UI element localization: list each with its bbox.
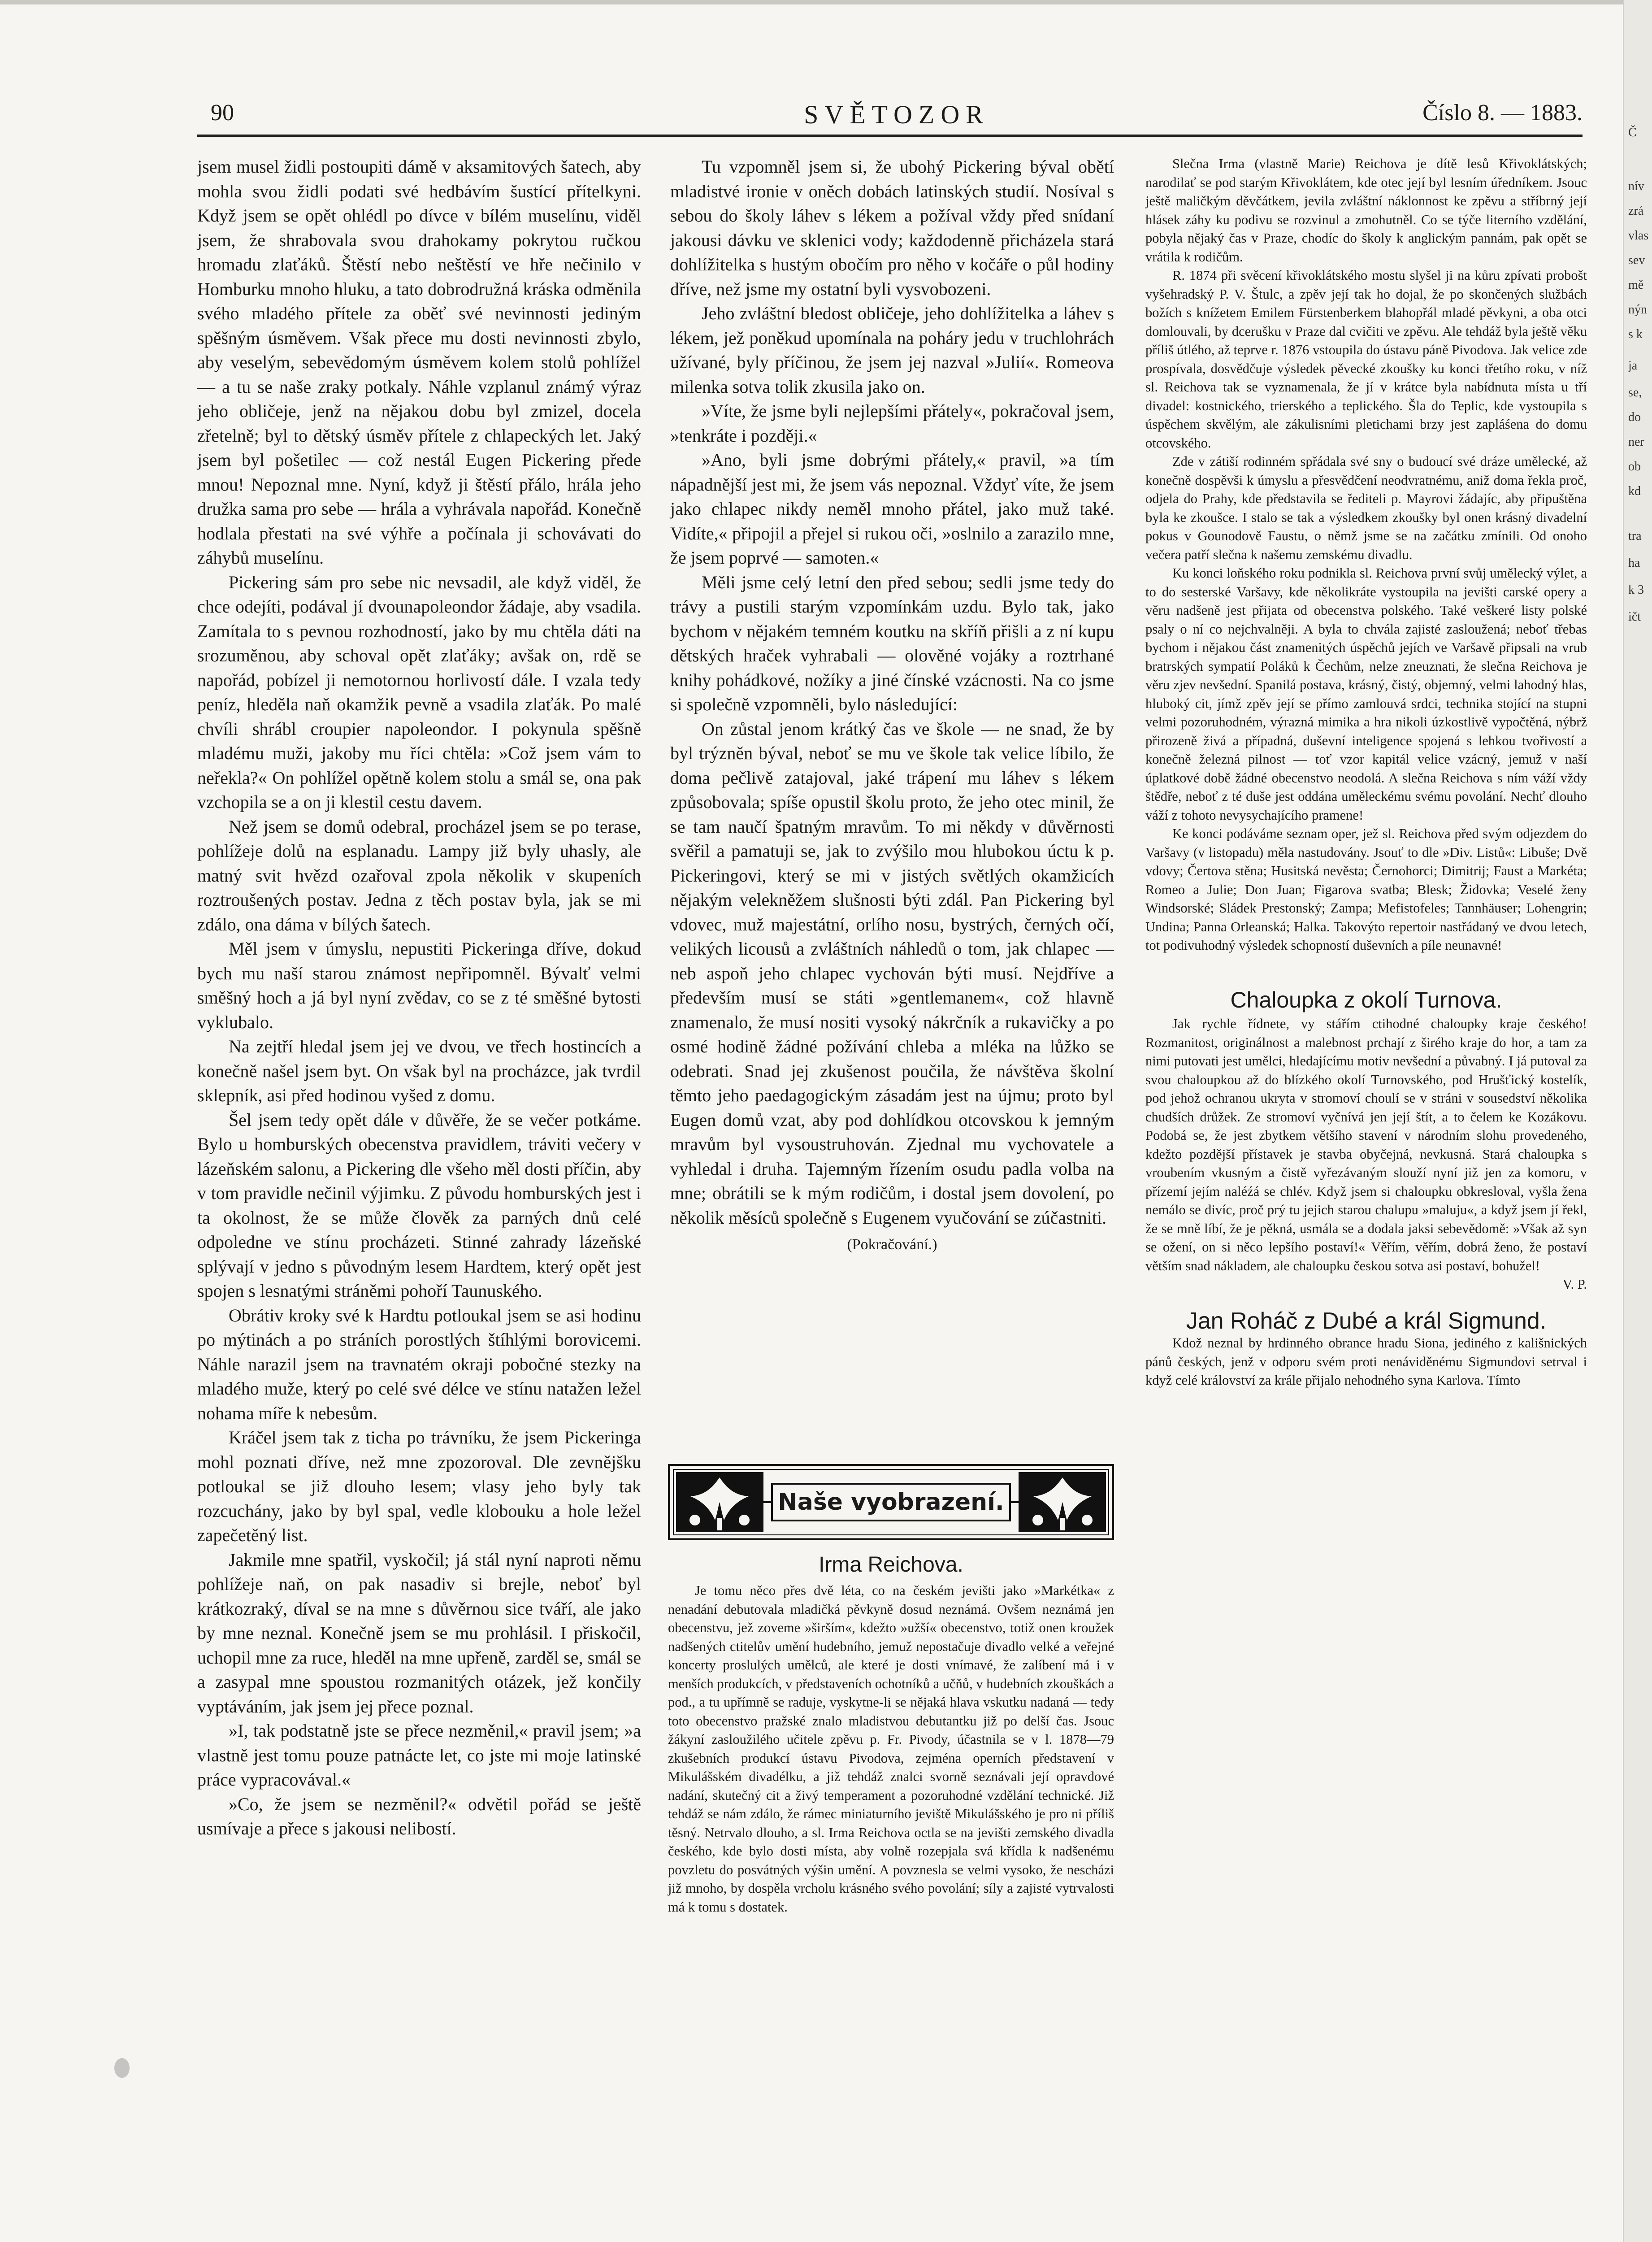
paragraph: Šel jsem tedy opět dále v důvěře, že se večer potkáme. Bylo u homburských obecenstva pravidlem, tráviti večery v lázeňském salonu, a Pickering dle všeho měl dosti příčin, aby v tom pravidle nečinil výjimku. Z původu homburských jest i ta okolnost, že se může člověk za parných dnů celé odpoledne ve stínu procházeti. Stinné zahrady lázeňské splývají v jedno s původným lesem Hardtem, který opět jest spojen s lesnatými stráněmi pohoří Taunuského. — [197, 1109, 641, 1301]
paragraph: Měli jsme celý letní den před sebou; sedli jsme tedy do trávy a pustili starým vzpomínkám uzdu. Bylo tak, jako bychom v nějakém temném koutku na skříň přišli a z ní kupu dětských hraček vyhrabali — olověné vojáky a roztrhané knihy pohádkové, nožíky a jiné čínské vzácnosti. Na co jsme si společně vzpomněli, bylo následující: — [670, 572, 1114, 714]
edge-fragment: Č — [1628, 126, 1637, 139]
edge-fragment: sev — [1628, 253, 1645, 267]
paragraph: »Víte, že jsme byli nejlepšími přátely«, pokračoval jsem, »tenkráte i později.« — [670, 401, 1114, 446]
edge-fragment: ob — [1628, 460, 1641, 474]
edge-fragment: nív — [1628, 179, 1644, 193]
continued-note: (Pokračování.) — [847, 1236, 937, 1253]
paragraph: Je tomu něco přes dvě léta, co na českém jevišti jako »Markétka« z nenadání debutovala mladičká pěvkyně dosud neznámá. Ovšem neznámá jen obecenstvu, jež zoveme »širším«, kdežto »užší« obecenstvo, totiž onen kroužek nadšených ctitelův umění hudebního, jemuž nepostačuje divadlo velké a veřejné koncerty proslulých umělců, ale které je dosti vnímavé, že zalíbení má i v menších produkcích, v představeních ochotníků a učňů, v hudebních zkouškách a pod., a tu upřímně se raduje, vyskytne-li se nějaká hlava vskutku nadaná — tedy toto obecenstvo pražské znalo mladistvou debutantku již po delší čas. Jsouc žákyní zasloužilého učitele zpěvu p. Fr. Pivody, účastnila se v l. 1878—79 zkušebních produkcí ústavu Pivodova, zejména operních představení v Mikulášském divadélku, a již tehdáž znalci svorně seznávali její opravdové nadání, skutečný cit a živý temperament a pozoruhodné vzdělání technické. Již tehdáž se nám zdálo, že rámec miniaturního jeviště Mikulášského je pro ni příliš těsný. Netrvalo dlouho, a sl. Irma Reichova octla se na jevišti zemského divadla českého, kde bylo dosti místa, aby volně rozepjala svá křídla k nadšenému povzletu do posvátných výšin umění. A povznesla se velmi vysoko, že nescházi již mnoho, by dospěla vrcholu krásného svého povolání; síly a zajisté vytrvalosti má k tomu s dostatek. — [668, 1583, 1114, 1915]
edge-fragment: mě — [1628, 278, 1644, 292]
paragraph: Slečna Irma (vlastně Marie) Reichova je dítě lesů Křivoklátských; narodilať se pod starým Křivoklátem, kde otec její byl lesním úředníkem. Jsouc ještě maličkým děvčátkem, jevila zvláštní náklonnost ke zpěvu a stříbrný její hlásek záhy ku podivu se rozvinul a zmohutněl. Co se týče literního vzdělání, pobyla nějaký čas v Praze, chodíc do školy k anglickým pannám, pak opět se vrátila k rodičům. — [1145, 156, 1587, 265]
paragraph: On zůstal jenom krátký čas ve škole — ne snad, že by byl trýzněn býval, neboť se mu ve škole tak velice líbilo, že doma pečlivě zatajoval, jaké trápení mu láhev s lékem způsobovala; spíše opustil školu proto, že jeho otec minil, že se tam naučí špatným mravům. To mi někdy v důvěrnosti svěřil a pamatuji se, jak to zvýšilo mou hlubokou úctu k p. Pickeringovi, který se mi v jistých světlých okamžicích nějakým velekněžem slušnosti býti zdál. Pan Pickering byl vdovec, muž majestátní, orlího nosu, bystrých, černých očí, velikých licousů a zvláštních náhledů o tom, jak chlapec — neb aspoň jeho chlapec vychován býti musí. Nejdříve a především musí se státi »gentlemanem«, což hlavně znamenalo, že musí nositi vysoký nákrčník a rukavičky a po osmé hodině žádné požívání chleba a mléka na lůžko se odebrati. Snad jej zkušenost poučila, že návštěva školní těmto jeho paedagogickým zásadám jest na újmu; proto byl Eugen domů vzat, aby pod dohlídkou otcovskou k jemným mravům byl vysoustruhován. Zjednal mu vychovatele a vyhledal i druha. Tajemným řízením osudu padla volba na mne; obrátili se k mým rodičům, i dostal jsem dovolení, po několik měsíců společně s Eugenem vyučování se zúčastniti. — [670, 718, 1114, 1228]
page-header — [211, 100, 1583, 131]
edge-fragment: k 3 — [1628, 583, 1644, 597]
paragraph: Ke konci podáváme seznam oper, jež sl. Reichova před svým odjezdem do Varšavy (v listopadu) měla nastudovány. Jsouť to dle »Div. Listů«: Libuše; Dvě vdovy; Čertova stěna; Husitská nevěsta; Černohorci; Dimitrij; Faust a Markéta; Romeo a Julie; Don Juan; Figarova svatba; Blesk; Židovka; Veselé ženy Windsorské; Sládek Prestonský; Zampa; Mefistofeles; Tannhäuser; Lohengrin; Undina; Panna Orleanská; Halka. Takovýto repertoir nastřádaný ve dvou letech, tot podivuhodný výsledek schopností duševních a píle neunavné! — [1145, 826, 1587, 953]
paragraph: Zde v zátiší rodinném spřádala své sny o budoucí své dráze umělecké, až konečně dospěvši k úmyslu a přesvědčení neodvratnému, aniž doma řekla proč, odjela do Prahy, kde představila se řediteli p. Mayrovi žádajíc, aby připuštěna byla ke zkoušce. I stalo se tak a výsledkem zkoušky byl onen krásný divadelní pokus v Gounodově Faustu, o němž jsme se na začátku zmínili. Od onoho večera patří slečna k našemu zemskému divadlu. — [1145, 454, 1587, 562]
paragraph: Obrátiv kroky své k Hardtu potloukal jsem se asi hodinu po mýtinách a po stráních porostlých štíhlými borovicemi. Náhle narazil jsem na travnatém okraji pobočné stezky na mladého muže, který po celé své délce ve stínu natažen ležel nohama míře k nebesům. — [197, 1305, 641, 1423]
column-3 — [1145, 155, 1587, 1390]
paragraph: Pickering sám pro sebe nic nevsadil, ale když viděl, že chce odejíti, podával jí dvounapoleondor žádaje, aby vsadila. Zamítala to s pevnou rozhodností, jako by mu chtěla dáti na srozuměnou, aby schoval opět zlaťáky; avšak on, rdě se napořád, pobízel ji nemotornou horlivostí dále. I vzala tedy peníz, hleděla naň okamžik pevně a vsadila zlaťák. Po malé chvíli shrábl croupier napoleondor. I pokynula spěšně mladému muži, jakoby mu říci chtěla: »Což jsem vám to neřekla?« On pohlížel opětně kolem stolu a smál se, ona pak vzchopila se a on ji klestil cestu davem. — [197, 572, 641, 812]
article-title: Jan Roháč z Dubé a král Sigmund. — [1186, 1308, 1547, 1334]
signature: V. P. — [1562, 1277, 1587, 1292]
article-body — [668, 1582, 1114, 1916]
paragraph: »Co, že jsem se nezměnil?« odvětil pořád se ještě usmívaje a přece s jakousi nelibostí. — [197, 1794, 641, 1838]
edge-fragment: se, — [1628, 386, 1642, 400]
section-banner — [668, 1464, 1114, 1540]
paragraph: Tu vzpomněl jsem si, že ubohý Pickering býval obětí mladistvé ironie v oněch dobách latinských studií. Nosíval s sebou do školy láhev s lékem a požíval vždy před snídaní jakousi dávku ve sklenici vody; každodenně přicházela stará dohlížitelka s hustým obočím pro něho v kočáře o půl hodiny dříve, než jsme my ostatní byli vysvobozeni. — [670, 156, 1114, 299]
issue-number: Číslo 8. — 1883. — [1422, 100, 1583, 126]
edge-fragment: do — [1628, 410, 1641, 424]
edge-fragment: nýn — [1628, 303, 1647, 317]
article-title: Chaloupka z okolí Turnova. — [1230, 987, 1502, 1012]
edge-fragment: kd — [1628, 484, 1641, 498]
scan-top-edge — [0, 0, 1652, 4]
paragraph: jsem musel židli postoupiti dámě v aksamitových šatech, aby mohla svou židli podati své hedbávím šustící přítelkyni. Když jsem se opět ohlédl po dívce v bílém muselínu, viděl jsem, že shrabovala svou drahokamy pokrytou ručkou hromadu zlaťáků. Štěstí nebo neštěstí ve hře nečinilo v Homburku mnoho hluku, a tato dobrodružná kráska odměnila svého mladého přítele za oběť své nevinnosti jediným spěšným úsměvem. Však přece mu dosti nevinnosti zbylo, aby veselým, sebevědomým úsměvem kolem stolů pohlížel — a tu se naše zraky potkaly. Náhle vzplanul známý výraz jeho obličeje, jenž na nějakou dobu byl zmizel, docela zřetelně; byl to dětský úsměv přítele z chlapeckých let. Jaký jsem byl pošetilec — což nestál Eugen Pickering přede mnou! Nepoznal mne. Nyní, když ji štěstí přálo, hrála jeho družka sama pro sebe — hrála a vyhrávala napořád. Konečně hodlala přestati na své výhře a počínala ji schovávati do záhybů muselínu. — [197, 156, 641, 568]
paper-stain — [114, 2058, 130, 2078]
paragraph: Kráčel jsem tak z ticha po trávníku, že jsem Pickeringa mohl poznati dříve, než mne zpozoroval. Dle zevnějšku potloukal se již dlouho lesem; vlasy jeho byly tak rozcuchány, jako by byl spal, vedle klobouku a hole ležel zapečetěný list. — [197, 1427, 641, 1545]
column-2 — [670, 155, 1114, 1257]
paragraph: Jak rychle řídnete, vy stářím ctihodné chaloupky kraje českého! Rozmanitost, originálnost a malebnost prchají z širého kraje do hor, a tam za nimi putovati jest umělci, hledajícímu motiv nevšední a půvabný. I já putoval za svou chaloupkou až do blízkého okolí Turnovského, pod Hrušťický kostelík, pod jehož ochranou ukryta v stromoví choulí se v stráni v sousedství několika chudších drůžek. Ze stromoví vyčnívá jen její štít, a to čelem ke Kozákovu. Podobá se, že jest zbytkem většího stavení v národním slohu provedeného, kdežto pozdější přístavek je stavba obyčejná, nevkusná. Stará chaloupka s vroubením vkusným a čistě vyřezávaným slouží nyní již jen za komoru, v přízemí jejím naléźá se chlév. Když jsem si chaloupku obkresloval, vyšla žena nemálo se divíc, proč prý tu jejich starou chalupu »maluju«, a když jsem jí řekl, že se mně líbí, že je pěkná, usmála se a dodala jaksi sebevědomě: »Však až syn se ožení, on si něco lepšího postaví!« Věřím, věřím, dobrá ženo, že postaví větším snad nákladem, ale chaloupku českou sotva asi postaví, bohužel! — [1145, 1016, 1587, 1273]
edge-fragment: zrá — [1628, 204, 1644, 218]
spacer — [1145, 955, 1587, 991]
header-rule — [197, 135, 1583, 137]
paragraph: Než jsem se domů odebral, procházel jsem se po terase, pohlížeje dolů na esplanadu. Lampy již byly uhasly, ale matný svit hvězd ozařoval zpola několik v skupeních roztroušených postav. Jedna z těch postav byla, jak se mi zdálo, ona dáma v bílých šatech. — [197, 816, 641, 934]
paragraph: Měl jsem v úmyslu, nepustiti Pickeringa dříve, dokud bych mu naší starou známost nepřipomněl. Bývalť velmi směšný hoch a já byl nyní zvědav, co se z té směšné bytosti vyklubalo. — [197, 939, 641, 1032]
edge-fragment: ha — [1628, 556, 1640, 570]
paragraph: Jeho zvláštní bledost obličeje, jeho dohlížitelka a láhev s lékem, jež poněkud upomínala na poháry jedu v truchlohrách užívané, byly příčinou, že jsem jej nazval »Julií«. Romeova milenka sotva tolik zkusila jako on. — [670, 303, 1114, 397]
edge-fragment: tra — [1628, 529, 1642, 543]
magazine-title: SVĚTOZOR — [804, 100, 989, 129]
paragraph: »Ano, byli jsme dobrými přátely,« pravil, »a tím nápadnější jest mi, že jsem vás nepoznal. Vždyť víte, že jsem jako chlapec nikdy neměl mnoho přátel, jako muž také. Vidíte,« připojil a přejel si rukou oči, »oslnilo a zarazilo mne, že jsem poprvé — samoten.« — [670, 450, 1114, 568]
article-irma — [668, 1552, 1114, 1916]
edge-fragment: s k — [1628, 327, 1643, 341]
edge-fragment: ja — [1628, 359, 1638, 373]
banner-title: Naše vyobrazení. — [771, 1483, 1011, 1521]
edge-fragment: ičt — [1628, 610, 1641, 624]
paragraph: Ku konci loňského roku podnikla sl. Reichova první svůj umělecký výlet, a to do sesterské Varšavy, kde několikráte vystoupila na jevišti carské opery a věru nadšeně jest přijata od obecenstva polského. Také veškeré listy polské psaly o ní co nejchvalněji. A byla to chvála zajisté zasloužená; neboť třebas bychom i nějakou část znamenitých úspěchů jejích ve Varšavě připsali na vrub bratrských sympatií Poláků k Čechům, nelze zneuznati, že slečna Reichova je věru zjev nevšední. Spanilá postava, krásný, čistý, objemný, velmi lahodný hlas, hluboký cit, jímž zpěv její se přímo zamlouvá srdci, technika stojící na stupni velmi pozoruhodném, výrazná mimika a hra nikoli úzkostlivě vypočtěná, nýbrž přirozeně živá a případná, duševní inteligence spojená s lehkou tvořivostí a konečně železná pilnost — toť vzor kapitál velice vzácný, jemuž v naší úplatkové době žádné obecenstvo neodolá. A slečna Reichova s ním váží vždy štědře, neboť z té duše jest oddána uměleckému svému povolání. Nechť dlouho váží z tohoto nevysychajícího pramene! — [1145, 565, 1587, 823]
paragraph: Na zejtří hledal jsem jej ve dvou, ve třech hostincích a konečně našel jsem byt. On však byl na procházce, jak tvrdil sklepník, asi před hodinou vyšed z domu. — [197, 1036, 641, 1105]
article-title: Irma Reichova. — [819, 1553, 963, 1577]
column-1 — [197, 155, 641, 1841]
edge-fragment: ner — [1628, 435, 1644, 449]
edge-fragment: vlas — [1628, 229, 1649, 243]
paragraph: R. 1874 při svěcení křivoklátského mostu slyšel ji na kůru zpívati probošt vyšehradský P. V. Štulc, a zpěv její tak ho dojal, že po skončených službách božích s knížetem Emilem Fürstenberkem blahopřál mladé pěvkyni, a oba otci domlouvali, by dcerušku v Praze dal cvičiti ve zpěvu. Ale tehdáž byla ještě věku příliš útlého, až teprve r. 1876 vstoupila do ústavu páně Pivodova. Jak velice zde prospívala, dosvědčuje výsledek pěvecké zkoušky ku konci třetího roku, v níž sl. Reichova tak se vyznamenala, že jí v krátce byla nabídnuta místa u tří divadel: kostnického, trierského a teplického. Šla do Teplic, kde vystoupila s úspěchem skvělým, ale zákulisními pletichami brzy jest zapláśena do domu otcovského. — [1145, 268, 1587, 451]
paragraph: Jakmile mne spatřil, vyskočil; já stál nyní naproti němu pohlížeje naň, on pak nasadiv si brejle, neboť byl krátkozraký, díval se na mne s důvěrnou sice tváří, ale jako by mne neznal. Konečně jsem se mu prohlásil. I přiskočil, uchopil mne za ruce, hleděl na mne upřeně, zarděl se, smál se a zasypal mne spoustou rozmanitých otázek, jež končily vyptáváním, jak jsem jej přece poznal. — [197, 1549, 641, 1716]
page-number: 90 — [211, 100, 234, 126]
paragraph: »I, tak podstatně jste se přece nezměnil,« pravil jsem; »a vlastně jest tomu pouze patnácte let, co jste mi moje latinské práce vypracovával.« — [197, 1721, 641, 1790]
paragraph: Kdož neznal by hrdinného obrance hradu Siona, jediného z kališnických pánů českých, jenž v odporu svém proti nenáviděnému Sigmundovi setrval i když celé království za krále přijalo nehodného syna Karlova. Tímto — [1145, 1335, 1587, 1388]
